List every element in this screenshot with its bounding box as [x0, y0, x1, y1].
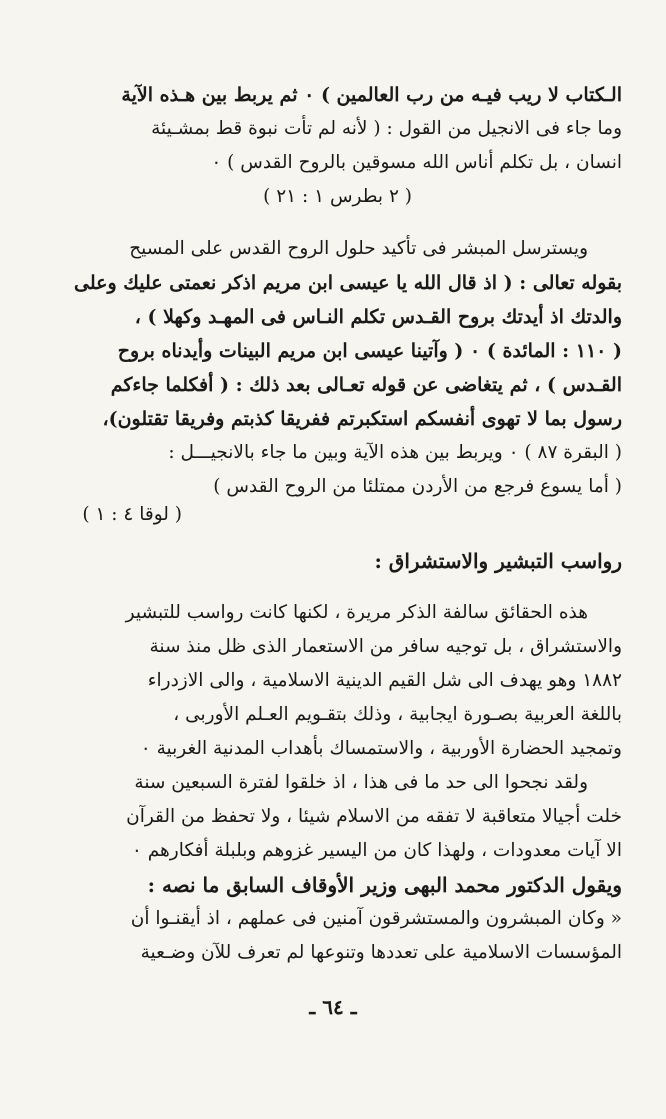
text-line: ولقد نجحوا الى حد ما فى هذا ، اذ خلقوا لفترة السبعين سنة	[134, 772, 588, 793]
text-line: الا آيات معدودات ، ولهذا كان من اليسير غزوهم وبلبلة أفكارهم ٠	[131, 840, 622, 861]
text-line: انسان ، بل تكلم أناس الله مسوقين بالروح القدس ) ٠	[211, 152, 622, 173]
text-line: وما جاء فى الانجيل من القول : ( لأنه لم تأت نبوة قط بمشـيئة	[151, 118, 622, 139]
text-line: ١٨٨٢ وهو يهدف الى شل القيم الدينية الاسلامية ، والى الازدراء	[147, 670, 622, 691]
source-reference: ( لوقا ٤ : ١ )	[82, 504, 182, 525]
text-line: والدتك اذ أيدتك بروح القـدس تكلم النـاس فى المهـد وكهلا ) ،	[134, 306, 622, 328]
text-line: المؤسسات الاسلامية على تعددها وتنوعها لم تعرف للآن وضـعية	[140, 942, 622, 963]
text-line: والاستشراق ، بل توجيه سافر من الاستعمار الذى ظل منذ سنة	[149, 636, 622, 657]
text-line: بقوله تعالى : ( اذ قال الله يا عيسى ابن مريم اذكر نعمتى عليك وعلى	[74, 272, 622, 294]
text-line: باللغة العربية بصـورة ايجابية ، وذلك بتقـويم العـلم الأوربى ،	[173, 704, 622, 725]
text-line: رسول بما لا تهوى أنفسكم استكبرتم ففريقا كذبتم وفريقا تقتلون)،	[102, 408, 622, 430]
section-heading: ويقول الدكتور محمد البهى وزير الأوقاف السابق ما نصه :	[147, 873, 622, 897]
text-line: القـدس ) ، ثم يتغاضى عن قوله تعـالى بعد ذلك : ( أفكلما جاءكم	[110, 374, 622, 396]
section-heading: رواسب التبشير والاستشراق :	[374, 549, 622, 573]
text-line: ( ١١٠ : المائدة ) ٠ ( وآتينا عيسى ابن مريم البينات وأيدناه بروح	[117, 340, 622, 362]
text-line: وتمجيد الحضارة الأوربية ، والاستمساك بأهداب المدنية الغربية ٠	[140, 738, 622, 759]
text-line: هذه الحقائق سالفة الذكر مريرة ، لكنها كانت رواسب للتبشير	[125, 602, 588, 623]
text-line: « وكان المبشرون والمستشرقون آمنين فى عملهم ، اذ أيقنـوا أن	[130, 908, 622, 929]
page-body	[40, 70, 622, 1079]
text-line: الـكتاب لا ريب فيـه من رب العالمين ) ٠ ثم يربط بين هـذه الآية	[121, 84, 622, 106]
text-line: ( أما يسوع فرجع من الأردن ممتلئا من الروح القدس )	[213, 476, 622, 497]
page-number: ـ ٦٤ ـ	[309, 995, 357, 1019]
source-reference: ( ٢ بطرس ١ : ٢١ )	[263, 186, 412, 207]
text-line: خلت أجيالا متعاقبة لا تفقه من الاسلام شيئا ، ولا تحفظ من القرآن	[126, 806, 622, 827]
text-line: ( البقرة ٨٧ ) ٠ ويربط بين هذه الآية وبين ما جاء بالانجيـــل :	[168, 442, 622, 463]
text-line: ويسترسل المبشر فى تأكيد حلول الروح القدس على المسيح	[129, 238, 588, 259]
